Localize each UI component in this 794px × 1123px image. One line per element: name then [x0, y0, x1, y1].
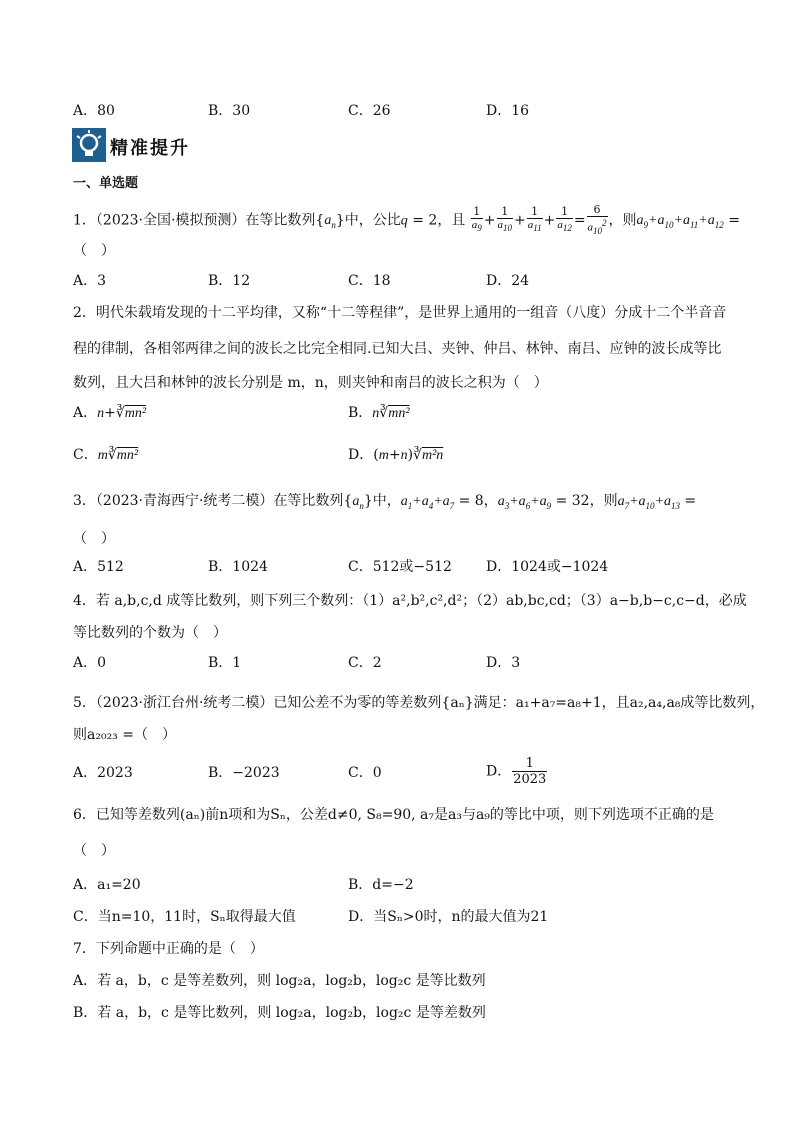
- question-1-blank: （ ）: [73, 243, 115, 259]
- q2-option-a: A．n+∛mn²: [73, 405, 147, 421]
- option-c: C．26: [348, 103, 391, 119]
- question-4-line-1: 4．若 a,b,c,d 成等比数列，则下列三个数列：（1）a²,b²,c²,d²；（2）ab,bc,cd；（3）a−b,b−c,c−d，必成: [73, 593, 747, 609]
- q5-option-d: D． $\frac{1}{2023}$: [486, 756, 547, 787]
- q1-option-d: D．24: [486, 273, 530, 289]
- q4-option-c: C．2: [348, 655, 382, 671]
- question-6-line-2: （ ）: [73, 843, 115, 859]
- q3-option-d: D．1024或−1024: [486, 559, 609, 575]
- q6-option-d: D．当Sₙ>0时，n的最大值为21: [348, 909, 549, 925]
- subsection-heading: 一、单选题: [73, 176, 139, 191]
- q5-option-a: A．2023: [73, 765, 133, 781]
- question-4-line-2: 等比数列的个数为（ ）: [73, 625, 227, 641]
- q1-option-b: B．12: [208, 273, 251, 289]
- question-6-line-1: 6．已知等差数列(aₙ)前n项和为Sₙ，公差d≠0, S₈=90, a₇是a₃与a₉的等比中项，则下列选项不正确的是: [73, 807, 714, 823]
- q5-option-b: B．−2023: [208, 765, 280, 781]
- q6-option-b: B．d=−2: [348, 877, 414, 893]
- q2-option-c: C．m∛mn²: [73, 447, 139, 463]
- question-2-line-2: 程的律制，各相邻两律之间的波长之比完全相同.已知大吕、夹钟、仲吕、林钟、南吕、应钟的波长成等比: [73, 341, 722, 357]
- question-3: 3．（2023·青海西宁·统考二模）在等比数列$\{a_n\}$中，$a_1+a_4+a_7 = 8$，$a_3+a_6+a_9 = 32$，则$a_7+a_{10}+a_{13}$ =: [73, 493, 697, 511]
- q3-option-b: B．1024: [208, 559, 268, 575]
- question-2-line-3: 数列，且大吕和林钟的波长分别是 m，n，则夹钟和南吕的波长之积为（ ）: [73, 375, 548, 391]
- lightbulb-icon: [72, 128, 106, 162]
- option-b: B．30: [208, 103, 251, 119]
- q3-option-a: A．512: [73, 559, 124, 575]
- option-d: D．16: [486, 103, 530, 119]
- q4-option-b: B．1: [208, 655, 242, 671]
- q6-option-c: C．当n=10，11时，Sₙ取得最大值: [73, 909, 296, 925]
- q5-option-c: C．0: [348, 765, 382, 781]
- q1-option-a: A．3: [73, 273, 107, 289]
- q7-option-b: B．若 a，b，c 是等比数列，则 log₂a，log₂b，log₂c 是等差数列: [73, 1005, 486, 1021]
- question-5-line-2: 则a₂₀₂₃ =（ ）: [73, 727, 176, 743]
- q1-option-c: C．18: [348, 273, 391, 289]
- section-title: 精准提升: [110, 138, 190, 159]
- option-a: A．80: [73, 103, 115, 119]
- q4-option-a: A．0: [73, 655, 107, 671]
- q2-option-b: B．n∛mn²: [348, 405, 410, 421]
- q3-option-c: C．512或−512: [348, 559, 452, 575]
- q7-option-a: A．若 a，b，c 是等差数列，则 log₂a，log₂b，log₂c 是等比数列: [73, 973, 486, 989]
- question-7: 7．下列命题中正确的是（ ）: [73, 941, 264, 957]
- question-5-line-1: 5．（2023·浙江台州·统考二模）已知公差不为零的等差数列{aₙ}满足：a₁+a₇=a₈+1，且a₂,a₄,a₈成等比数列，: [73, 695, 765, 711]
- question-3-blank: （ ）: [73, 531, 115, 547]
- question-2-line-1: 2．明代朱载堉发现的十二平均律，又称“十二等程律”，是世界上通用的一组音（八度）分成十二个半音音: [73, 305, 727, 321]
- q4-option-d: D．3: [486, 655, 521, 671]
- q2-option-d: D．(m+n)∛m²n: [348, 447, 444, 463]
- q6-option-a: A．a₁=20: [73, 877, 141, 893]
- question-1: 1．（2023·全国·模拟预测）在等比数列$\{a_n\}$中，公比q = 2，且 $\frac{1}{a_9}$ + $\frac{1}{a_{10}}$ + $\frac{1}{a_{11}}$ + $\frac{1}{a_{12}}$ = $\frac{6}{a_{10}^2}$ ，则$a_9+a_{10}+a_{11}+a_{12}$ =: [73, 203, 740, 236]
